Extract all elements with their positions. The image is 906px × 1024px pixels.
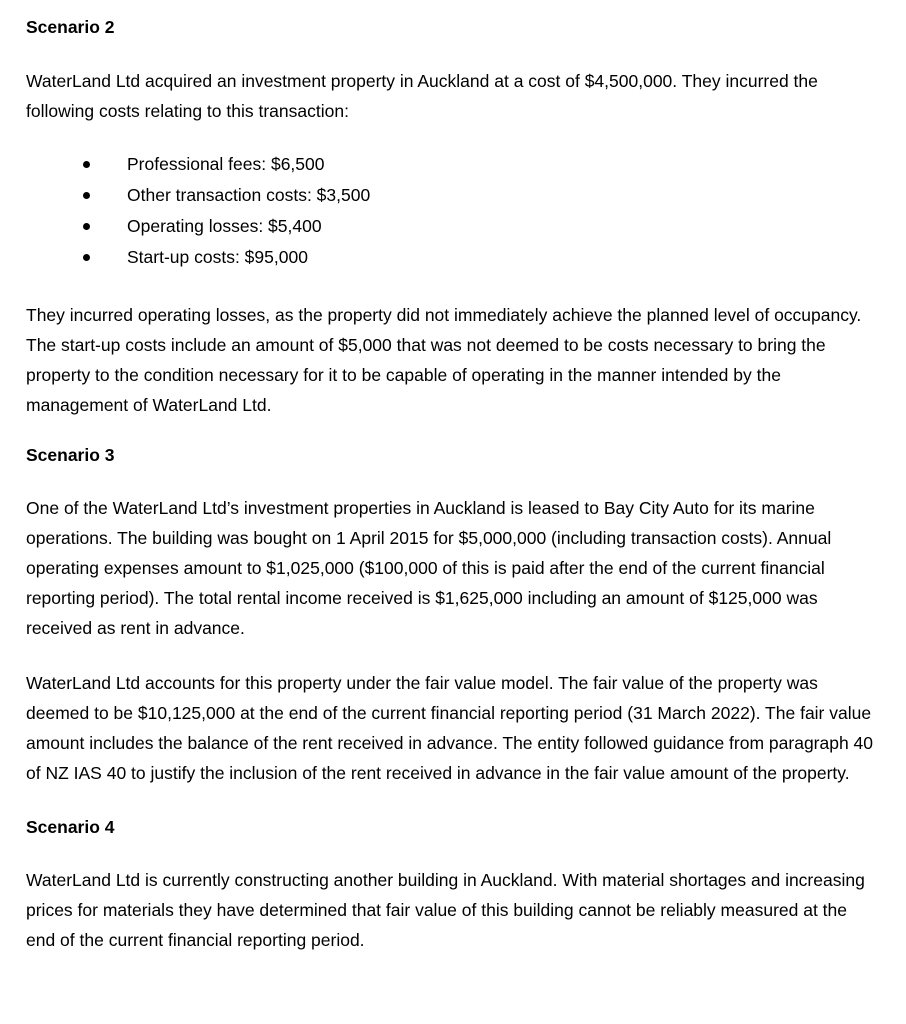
document-page bbox=[26, 14, 878, 955]
scenario-3-paragraph-2: WaterLand Ltd accounts for this property under the fair value model. The fair value of the property was deemed to be $10,125,000 at the end of the current financial reporting period (31 March 2022). The fair value amount includes the balance of the rent received in advance. The entity followed guidance from paragraph 40 of NZ IAS 40 to justify the inclusion of the rent received in advance in the fair value amount of the property. bbox=[26, 673, 874, 783]
bullet-icon bbox=[83, 192, 90, 199]
bullet-icon bbox=[83, 223, 90, 230]
scenario-4-heading: Scenario 4 bbox=[26, 817, 115, 837]
scenario-2-heading: Scenario 2 bbox=[26, 17, 115, 37]
cost-item-text: Other transaction costs: $3,500 bbox=[127, 185, 371, 205]
scenario-2-intro: WaterLand Ltd acquired an investment property in Auckland at a cost of $4,500,000. They incurred the following costs relating to this transaction: bbox=[26, 71, 818, 121]
bullet-icon bbox=[83, 161, 90, 168]
scenario-3-heading: Scenario 3 bbox=[26, 445, 115, 465]
scenario-4-paragraph: WaterLand Ltd is currently constructing another building in Auckland. With material shortages and increasing prices for materials they have determined that fair value of this building cannot be reliably measured at the end of the current financial reporting period. bbox=[26, 870, 865, 950]
scenario-2-paragraph: They incurred operating losses, as the property did not immediately achieve the planned level of occupancy. The start-up costs include an amount of $5,000 that was not deemed to be costs necessary to bring the property to the condition necessary for it to be capable of operating in the manner intended by the management of WaterLand Ltd. bbox=[26, 305, 862, 415]
cost-item-text: Start-up costs: $95,000 bbox=[127, 247, 308, 267]
scenario-3-paragraph-1: One of the WaterLand Ltd’s investment properties in Auckland is leased to Bay City Auto for its marine operations. The building was bought on 1 April 2015 for $5,000,000 (including transaction costs). Annual operating expenses amount to $1,025,000 ($100,000 of this is paid after the end of the current financial reporting period). The total rental income received is $1,625,000 including an amount of $125,000 was received as rent in advance. bbox=[26, 498, 832, 638]
cost-item-text: Operating losses: $5,400 bbox=[127, 216, 322, 236]
scenario-2-cost-list bbox=[26, 149, 878, 273]
list-item bbox=[26, 211, 878, 242]
bullet-icon bbox=[83, 254, 90, 261]
list-item bbox=[26, 180, 878, 211]
list-item bbox=[26, 149, 878, 180]
cost-item-text: Professional fees: $6,500 bbox=[127, 154, 325, 174]
list-item bbox=[26, 242, 878, 273]
